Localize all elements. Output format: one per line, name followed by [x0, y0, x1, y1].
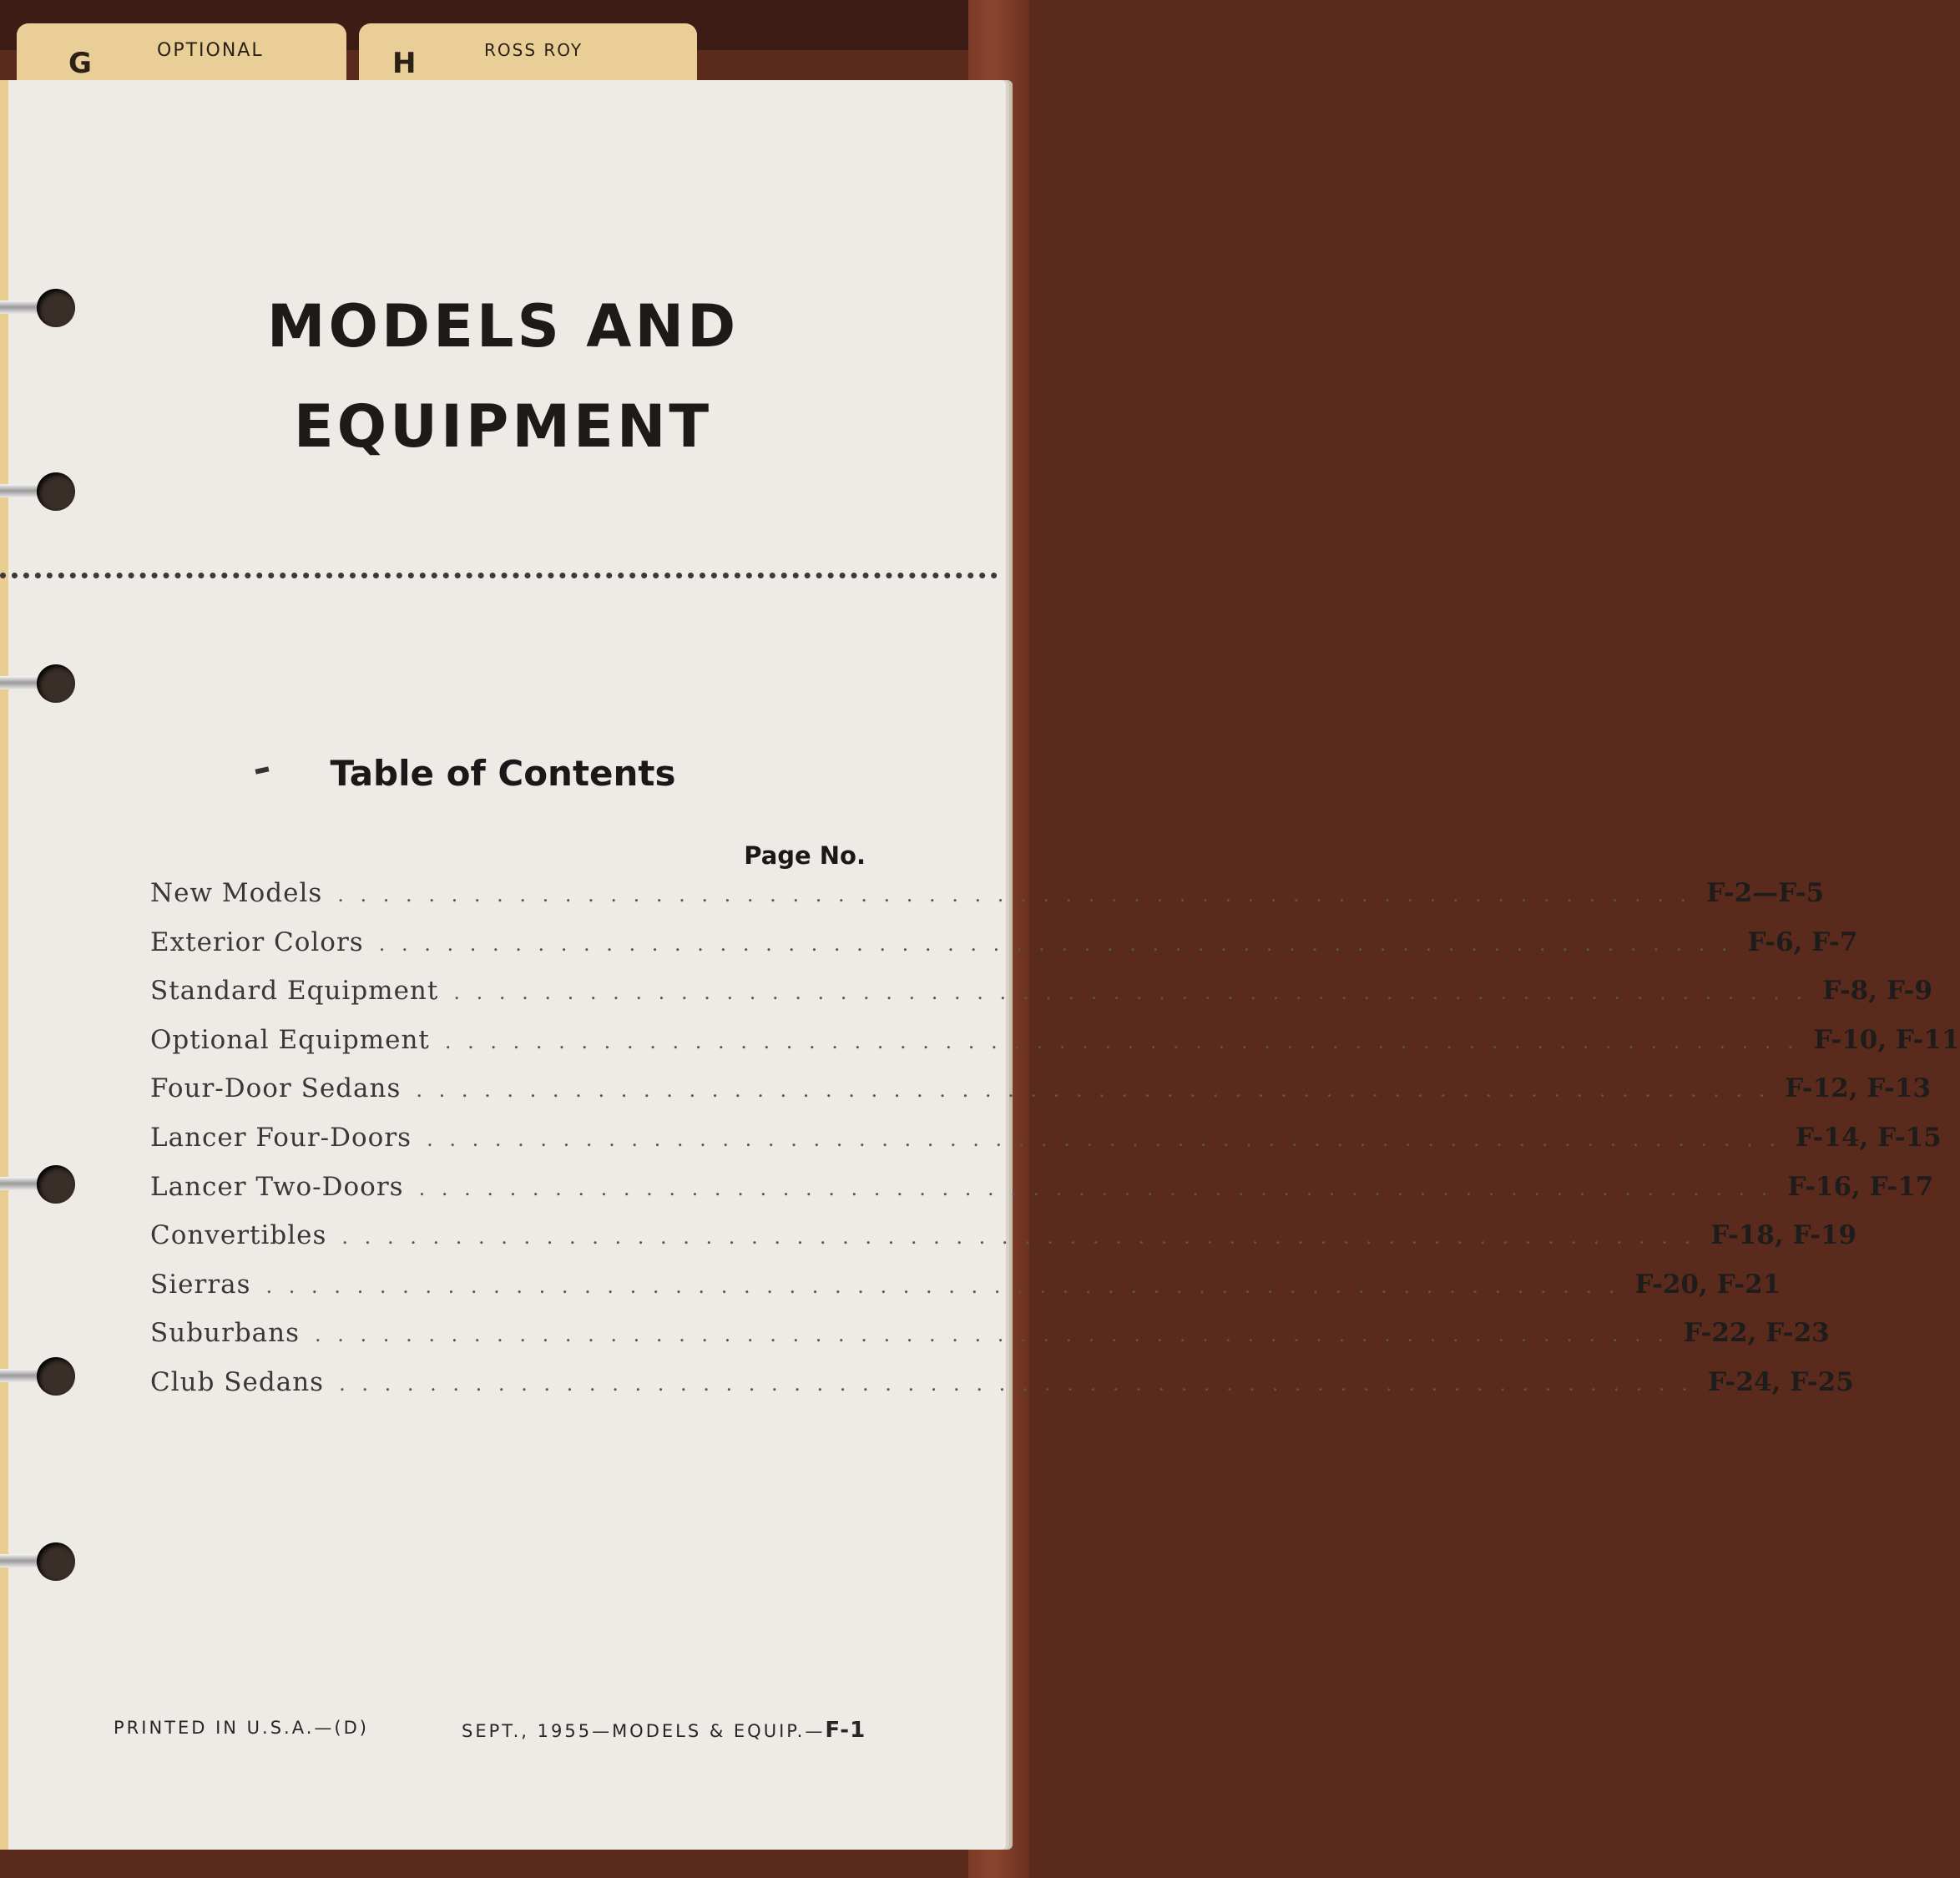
page-title-line1: MODELS AND	[266, 292, 740, 361]
toc-entry-pages: F-20, F-21	[1634, 1269, 1781, 1300]
footer-date	[462, 1718, 866, 1743]
toc-entry	[150, 1220, 1857, 1270]
binder-ring	[0, 472, 75, 511]
toc-entry-pages: F-2—F-5	[1706, 878, 1825, 908]
toc-entry	[150, 1318, 1830, 1367]
toc-entry	[150, 1073, 1932, 1123]
toc-entry	[150, 926, 1858, 977]
toc-entry-pages: F-24, F-25	[1707, 1366, 1854, 1397]
toc-entry-pages: F-14, F-15	[1795, 1122, 1942, 1153]
toc-leader-dots: . . . . . . . . . . . . . . . . . . . . . . . . . . . . . . . . . . . . . . . . . . . . . . . . . . . . . . . . . . . .	[265, 1274, 1620, 1298]
toc-list	[150, 878, 1960, 1416]
toc-entry-name: Sierras	[150, 1269, 251, 1300]
tab-letter: H	[392, 47, 417, 80]
toc-leader-dots: . . . . . . . . . . . . . . . . . . . . . . . . . . . . . . . . . . . . . . . . . . . . . . . . . . . . . . . . . . . .	[453, 981, 1808, 1005]
toc-entry	[150, 1366, 1854, 1416]
toc-leader-dots: . . . . . . . . . . . . . . . . . . . . . . . . . . . . . . . . . . . . . . . . . . . . . . . . . . . . . . . . . . . .	[444, 1029, 1799, 1053]
toc-entry-pages: F-18, F-19	[1710, 1220, 1857, 1251]
binder-page	[0, 80, 1960, 1850]
toc-entry-name: Optional Equipment	[150, 1024, 430, 1055]
tab-label: OPTIONAL	[157, 40, 264, 61]
toc-entry-name: Suburbans	[150, 1318, 301, 1349]
footer-page-number: F-1	[825, 1718, 866, 1743]
index-tab-ross-roy[interactable]	[359, 23, 697, 82]
toc-page-header: Page No.	[744, 841, 866, 870]
toc-entry	[150, 1024, 1960, 1074]
toc-entry-name: Lancer Four-Doors	[150, 1122, 412, 1153]
toc-entry-name: New Models	[150, 878, 323, 908]
toc-leader-dots: . . . . . . . . . . . . . . . . . . . . . . . . . . . . . . . . . . . . . . . . . . . . . . . . . . . . . . . . . . . .	[416, 1078, 1771, 1103]
toc-leader-dots: . . . . . . . . . . . . . . . . . . . . . . . . . . . . . . . . . . . . . . . . . . . . . . . . . . . . . . . . . . . .	[341, 1225, 1696, 1249]
toc-entry	[150, 1122, 1942, 1172]
toc-entry-pages: F-12, F-13	[1785, 1073, 1932, 1104]
footer-printed: PRINTED IN U.S.A.—(D)	[114, 1718, 369, 1738]
toc-entry-pages: F-6, F-7	[1747, 926, 1858, 957]
binder-ring	[0, 664, 75, 703]
binder-ring	[0, 1165, 75, 1204]
perforation-line	[0, 573, 998, 578]
toc-leader-dots: . . . . . . . . . . . . . . . . . . . . . . . . . . . . . . . . . . . . . . . . . . . . . . . . . . . . . . . . . . . .	[378, 931, 1733, 956]
page-title-line2: EQUIPMENT	[293, 392, 713, 461]
binder-ring	[0, 1357, 75, 1396]
toc-leader-dots: . . . . . . . . . . . . . . . . . . . . . . . . . . . . . . . . . . . . . . . . . . . . . . . . . . . . . . . . . . . .	[337, 883, 1692, 906]
toc-leader-dots: . . . . . . . . . . . . . . . . . . . . . . . . . . . . . . . . . . . . . . . . . . . . . . . . . . . . . . . . . . . .	[418, 1176, 1773, 1200]
toc-entry	[150, 976, 1932, 1025]
tab-letter: G	[68, 47, 92, 80]
index-tab-optional[interactable]	[17, 23, 346, 82]
toc-entry-pages: F-22, F-23	[1683, 1318, 1830, 1349]
toc-entry-name: Lancer Two-Doors	[150, 1171, 404, 1202]
toc-entry-name: Four-Door Sedans	[150, 1073, 402, 1104]
toc-entry-name: Convertibles	[150, 1220, 327, 1251]
tab-label: ROSS ROY	[484, 40, 583, 60]
toc-entry-name: Exterior Colors	[150, 926, 364, 957]
toc-entry	[150, 878, 1825, 927]
binder-ring	[0, 1542, 75, 1581]
toc-entry	[150, 1269, 1781, 1319]
toc-entry	[150, 1171, 1934, 1221]
toc-entry-name: Standard Equipment	[150, 976, 439, 1007]
toc-leader-dots: . . . . . . . . . . . . . . . . . . . . . . . . . . . . . . . . . . . . . . . . . . . . . . . . . . . . . . . . . . . .	[315, 1323, 1669, 1347]
toc-entry-pages: F-16, F-17	[1787, 1171, 1934, 1202]
toc-title: Table of Contents	[330, 753, 676, 794]
toc-leader-dots: . . . . . . . . . . . . . . . . . . . . . . . . . . . . . . . . . . . . . . . . . . . . . . . . . . . . . . . . . . . .	[427, 1127, 1781, 1151]
toc-leader-dots: . . . . . . . . . . . . . . . . . . . . . . . . . . . . . . . . . . . . . . . . . . . . . . . . . . . . . . . . . . . .	[339, 1371, 1693, 1396]
toc-entry-name: Club Sedans	[150, 1366, 325, 1397]
toc-entry-pages: F-8, F-9	[1822, 976, 1932, 1007]
toc-entry-pages: F-10, F-11	[1813, 1024, 1960, 1055]
footer-date-text: SEPT., 1955—MODELS & EQUIP.—	[462, 1721, 826, 1741]
